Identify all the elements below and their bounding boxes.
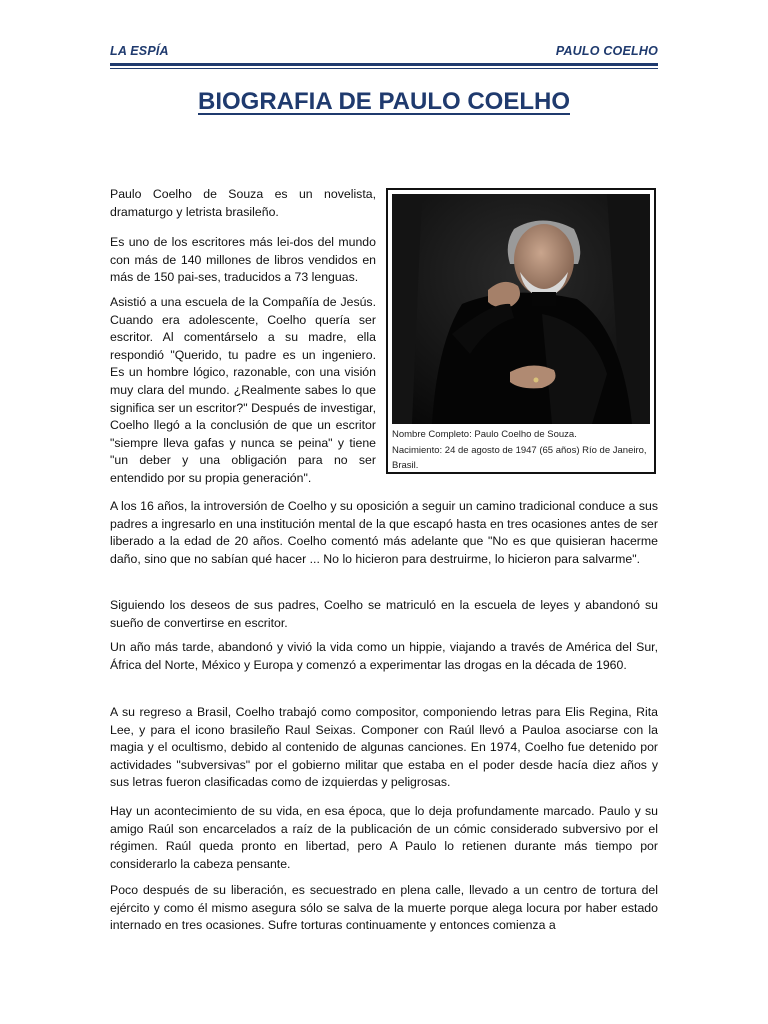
paragraph-2: Es uno de los escritores más lei-dos del mundo con más de 140 millones de libros vendidos en más de 150 pai-ses, traducidos a 73 lenguas. xyxy=(110,235,376,285)
photo-caption xyxy=(392,427,652,474)
paragraph-5: Siguiendo los deseos de sus padres, Coelho se matriculó en la escuela de leyes y abandonó su sueño de convertirse en escritor. xyxy=(110,598,658,630)
paragraph-1: Paulo Coelho de Souza es un novelista, dramaturgo y letrista brasileño. xyxy=(110,187,376,219)
photo-frame xyxy=(386,188,656,474)
header-left: LA ESPÍA xyxy=(110,44,169,58)
header-rule-thick xyxy=(110,63,658,66)
portrait-illustration xyxy=(392,194,650,424)
paragraph-7: A su regreso a Brasil, Coelho trabajó como compositor, componiendo letras para Elis Regina, Rita Lee, y para el icono brasileño Raul Seixas. Componer con Raúl llevó a Pauloa asociarse con la magia y el ocultismo, debido al contenido de algunas canciones. En 1974, Coelho fue detenido por actividades "subversivas" por el gobierno militar que estaba en el poder desde hacía diez años y sus letras fueron clasificadas como de izquierdas y peligrosas. xyxy=(110,705,658,790)
author-photo xyxy=(392,194,650,424)
paragraph-8: Hay un acontecimiento de su vida, en esa época, que lo deja profundamente marcado. Paulo y su amigo Raúl son encarcelados a raíz de la publicación de un cómic considerado subversivo por el régimen. Raúl queda pronto en libertad, pero A Paulo lo retienen durante más tiempo por considerarlo la cabeza pensante. xyxy=(110,804,658,871)
paragraph-9: Poco después de su liberación, es secuestrado en plena calle, llevado a un centro de tortura del ejército y como él mismo asegura sólo se salva de la muerte porque alega locura por haber estado internado en tres ocasiones. Sufre torturas continuamente y entonces comienza a xyxy=(110,883,658,933)
header-rule-thin xyxy=(110,68,658,69)
paragraph-4: A los 16 años, la introversión de Coelho y su oposición a seguir un camino tradicional conduce a sus padres a ingresarlo en una institución mental de la que escapó hasta en tres ocasiones antes de ser liberado a la edad de 20 años. Coelho comentó más adelante que "No es que quisieran hacerme daño, sino que no sabían qué hacer ... No lo hicieron para destruirme, lo hicieron para salvarme". xyxy=(110,499,658,566)
running-header xyxy=(110,44,658,60)
header-right: PAULO COELHO xyxy=(555,44,658,58)
paragraph-3: Asistió a una escuela de la Compañía de Jesús. Cuando era adolescente, Coelho quería ser escritor. Al comentárselo a su madre, ella respondió "Querido, tu padre es un ingeniero. Es un hombre lógico, razonable, con una visión muy clara del mundo. ¿Realmente sabes lo que significa ser un escritor?" Después de investigar, Coelho llegó a la conclusión de que un escritor "siempre lleva gafas y nunca se peina" y tiene "un deber y una obligación para no ser entendido por su propia generación". xyxy=(110,295,376,485)
paragraph-6: Un año más tarde, abandonó y vivió la vida como un hippie, viajando a través de América del Sur, África del Norte, México y Europa y comenzó a experimentar las drogas en la década de 1960. xyxy=(110,640,658,672)
caption-name-line: Nombre Completo: Paulo Coelho de Souza. xyxy=(392,429,577,440)
caption-birth-line: Nacimiento: 24 de agosto de 1947 (65 años) Río de Janeiro, Brasil. xyxy=(392,444,647,471)
page-title: BIOGRAFIA DE PAULO COELHO xyxy=(198,88,570,115)
